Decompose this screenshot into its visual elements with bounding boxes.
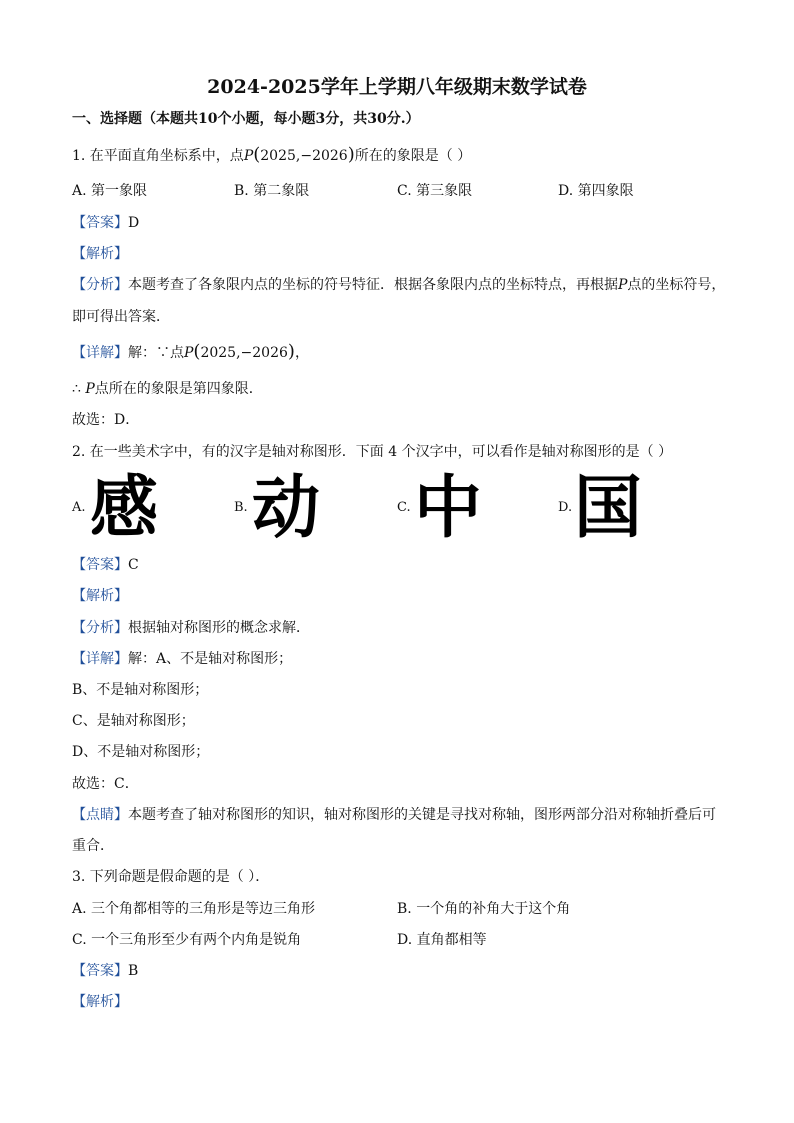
q2-char-b: 动 bbox=[252, 469, 321, 548]
answer-tag: 【答案】 bbox=[72, 215, 128, 231]
answer-tag: 【答案】 bbox=[72, 557, 128, 573]
q2-xiangjie-line-c: C、是轴对称图形； bbox=[72, 713, 195, 729]
dianjing-tag: 【点睛】 bbox=[72, 807, 128, 823]
q1-fenxi-line2: 即可得出答案． bbox=[72, 309, 170, 325]
q2-choose: 故选：C． bbox=[72, 776, 139, 792]
answer-tag: 【答案】 bbox=[72, 963, 128, 979]
q3-option-d: D. 直角都相等 bbox=[397, 932, 487, 948]
q1-answer-value: D bbox=[128, 215, 140, 231]
section-heading: 一、选择题（本题共10个小题，每小题3分，共30分.） bbox=[72, 111, 420, 127]
q2-xiangjie bbox=[72, 650, 292, 668]
because-symbol: ∵ bbox=[156, 345, 170, 361]
q1-fenxi-line1 bbox=[72, 276, 725, 294]
q2-stem: 2. 在一些美术字中，有的汉字是轴对称图形．下面 4 个汉字中，可以看作是轴对称图形的是（ ） bbox=[72, 444, 673, 460]
q1-stem-prefix: 1. 在平面直角坐标系中，点 bbox=[72, 148, 244, 164]
q1-choose: 故选：D． bbox=[72, 412, 140, 428]
q2-answer-value: C bbox=[128, 557, 139, 573]
q2-xiangjie-line-b: B、不是轴对称图形； bbox=[72, 682, 209, 698]
q1-xiangjie: 【详解】解：∵点P(2025,−2026)， bbox=[72, 341, 309, 362]
q3-analysis-tag: 【解析】 bbox=[72, 994, 128, 1010]
q2-xiangjie-line-a: 解：A、不是轴对称图形； bbox=[128, 651, 293, 667]
q1-conclusion-text: 点所在的象限是第四象限． bbox=[94, 381, 263, 397]
q1-xiangjie-point-word: 点 bbox=[170, 345, 184, 361]
q1-fenxi-point: P bbox=[618, 277, 628, 293]
fenxi-tag: 【分析】 bbox=[72, 277, 128, 293]
q2-dianjing-text: 本题考查了轴对称图形的知识，轴对称图形的关键是寻找对称轴，图形两部分沿对称轴折叠后可 bbox=[128, 807, 716, 823]
q1-conclusion bbox=[72, 380, 263, 398]
q1-analysis-tag: 【解析】 bbox=[72, 246, 128, 262]
q1-xiangjie-point-coords: 2025,−2026 bbox=[200, 345, 288, 361]
q1-option-b: B. 第二象限 bbox=[234, 183, 310, 199]
q2-label-a: A. bbox=[72, 500, 86, 515]
fenxi-tag: 【分析】 bbox=[72, 620, 128, 636]
q3-option-b: B. 一个角的补角大于这个角 bbox=[397, 901, 571, 917]
xiangjie-tag: 【详解】 bbox=[72, 345, 128, 361]
q2-label-c: C. bbox=[397, 500, 411, 515]
q1-option-d: D. 第四象限 bbox=[558, 183, 634, 199]
therefore-symbol: ∴ bbox=[72, 381, 81, 397]
q1-xiangjie-point-name: P bbox=[184, 345, 194, 361]
q1-stem-suffix: 所在的象限是（ ） bbox=[354, 148, 472, 164]
q2-xiangjie-line-d: D、不是轴对称图形； bbox=[72, 744, 210, 760]
q2-fenxi-text: 根据轴对称图形的概念求解． bbox=[128, 620, 310, 636]
q1-point-coords: 2025,−2026 bbox=[260, 148, 348, 164]
q2-char-a: 感 bbox=[90, 469, 159, 548]
q1-stem bbox=[72, 146, 471, 165]
q3-stem: 3. 下列命题是假命题的是（ ）． bbox=[72, 869, 270, 885]
q2-char-d: 国 bbox=[574, 469, 643, 548]
page-title: 2024-2025学年上学期八年级期末数学试卷 bbox=[207, 76, 587, 98]
q2-label-b: B. bbox=[234, 500, 248, 515]
q2-dianjing-line1 bbox=[72, 806, 716, 824]
q3-option-c: C. 一个三角形至少有两个内角是锐角 bbox=[72, 932, 302, 948]
q2-fenxi bbox=[72, 619, 310, 637]
q3-answer-value: B bbox=[128, 963, 139, 979]
q1-fenxi-text: 本题考查了各象限内点的坐标的符号特征．根据各象限内点的坐标特点，再根据 bbox=[128, 277, 618, 293]
q1-option-c: C. 第三象限 bbox=[397, 183, 473, 199]
q1-answer bbox=[72, 214, 139, 232]
q2-analysis-tag: 【解析】 bbox=[72, 588, 128, 604]
q1-point-name: P bbox=[243, 148, 254, 164]
q2-label-d: D. bbox=[558, 500, 573, 515]
q1-option-a: A. 第一象限 bbox=[72, 183, 148, 199]
q2-dianjing-line2: 重合． bbox=[72, 838, 114, 854]
q1-conclusion-point: P bbox=[85, 381, 95, 397]
xiangjie-tag: 【详解】 bbox=[72, 651, 128, 667]
q2-answer bbox=[72, 556, 139, 574]
q3-answer bbox=[72, 962, 138, 980]
q1-xiangjie-prefix: 解： bbox=[128, 345, 156, 361]
q1-fenxi-text-end: 点的坐标符号， bbox=[627, 277, 726, 293]
q3-option-a: A. 三个角都相等的三角形是等边三角形 bbox=[72, 901, 316, 917]
q1-point: P(2025,−2026) bbox=[243, 144, 355, 165]
q2-char-c: 中 bbox=[414, 469, 483, 548]
